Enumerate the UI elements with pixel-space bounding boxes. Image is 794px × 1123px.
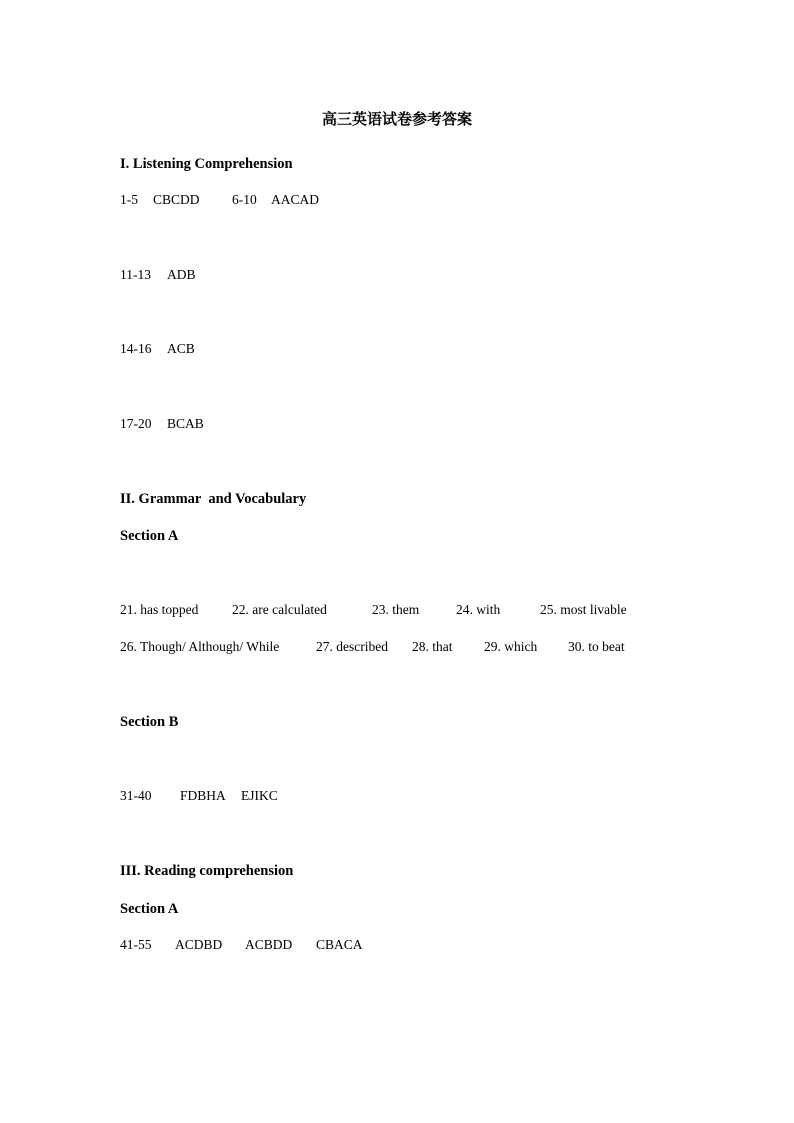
- answer-group: FDBHA: [180, 788, 226, 803]
- part3-heading: III. Reading comprehension: [120, 863, 294, 879]
- answer-group: EJIKC: [241, 788, 278, 803]
- part2-heading: II. Grammar and Vocabulary: [120, 491, 307, 507]
- answer-item: 30. to beat: [568, 639, 625, 654]
- section-a-heading: Section A: [120, 901, 179, 917]
- section-b-heading: Section B: [120, 714, 179, 730]
- answer-item: 27. described: [316, 639, 388, 654]
- answer-group: ACB: [167, 341, 195, 356]
- answer-item: 29. which: [484, 639, 538, 654]
- answer-item: 24. with: [456, 602, 501, 617]
- range-label: 41-55: [120, 937, 152, 952]
- answer-group: CBCDD: [153, 192, 200, 207]
- range-label: 6-10: [232, 192, 257, 207]
- range-label: 17-20: [120, 416, 152, 431]
- section-a-heading: Section A: [120, 528, 179, 544]
- answer-item: 21. has topped: [120, 602, 199, 617]
- page-title: 高三英语试卷参考答案: [321, 112, 472, 128]
- answer-group: BCAB: [167, 416, 204, 431]
- range-label: 11-13: [120, 267, 151, 282]
- part1-heading: I. Listening Comprehension: [120, 156, 293, 172]
- answer-item: 28. that: [412, 639, 453, 654]
- answer-group: ACBDD: [245, 937, 293, 952]
- answer-group: ACDBD: [175, 937, 223, 952]
- range-label: 14-16: [120, 341, 152, 356]
- answer-group: ADB: [167, 267, 196, 282]
- answer-group: CBACA: [316, 937, 363, 952]
- answer-item: 26. Though/ Although/ While: [120, 639, 280, 654]
- answer-item: 25. most livable: [540, 602, 627, 617]
- answer-group: AACAD: [271, 192, 320, 207]
- range-label: 1-5: [120, 192, 138, 207]
- answer-item: 22. are calculated: [232, 602, 327, 617]
- answer-item: 23. them: [372, 602, 420, 617]
- range-label: 31-40: [120, 788, 152, 803]
